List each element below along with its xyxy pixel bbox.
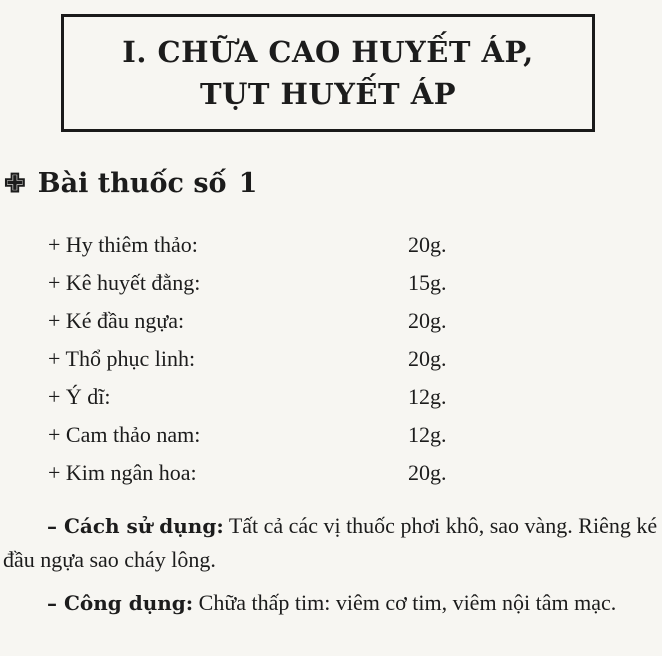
remedy-heading-label: Bài thuốc số [37,168,227,199]
effect-text: Chữa thấp tim: viêm cơ tim, viêm nội tâm mạc. [193,590,617,615]
effect-label: – Công dụng: [47,591,194,615]
ingredient-name: + Thổ phục linh: [48,346,196,371]
usage-label: – Cách sử dụng: [47,514,224,538]
ingredient-amount: 12g. [408,422,447,447]
remedy-heading-number: 1 [238,168,258,199]
ingredient-list [48,226,447,492]
ingredient-amount: 20g. [408,308,447,333]
ingredient-amount: 20g. [408,232,447,257]
ingredient-amount: 12g. [408,384,447,409]
ingredient-row [48,416,447,454]
ingredient-row [48,226,447,264]
ingredient-name: + Ké đầu ngựa: [48,308,185,333]
ingredient-name: + Ý dĩ: [48,384,111,409]
ingredient-amount: 15g. [408,270,447,295]
ingredient-row [48,302,447,340]
ingredient-name: + Cam thảo nam: [48,422,201,447]
ingredient-name: + Hy thiêm thảo: [48,232,198,257]
ingredient-name: + Kê huyết đằng: [48,270,201,295]
remedy-heading [4,168,257,199]
cross-bullet-icon: ✙ [4,168,26,199]
ingredient-amount: 20g. [408,346,447,371]
usage-paragraph [3,509,659,576]
effect-paragraph [3,586,659,620]
ingredient-row [48,340,447,378]
ingredient-row [48,454,447,492]
ingredient-amount: 20g. [408,460,447,485]
chapter-title-line-1: I. CHỮA CAO HUYẾT ÁP, [122,35,534,69]
ingredient-name: + Kim ngân hoa: [48,460,197,485]
ingredient-row [48,264,447,302]
chapter-title-box [61,14,595,132]
usage-text: Tất cả các vị thuốc phơi khô, sao vàng. Riêng ké đầu ngựa sao cháy lông. [3,513,658,572]
chapter-title-line-2: TỤT HUYẾT ÁP [199,77,457,111]
ingredient-row [48,378,447,416]
